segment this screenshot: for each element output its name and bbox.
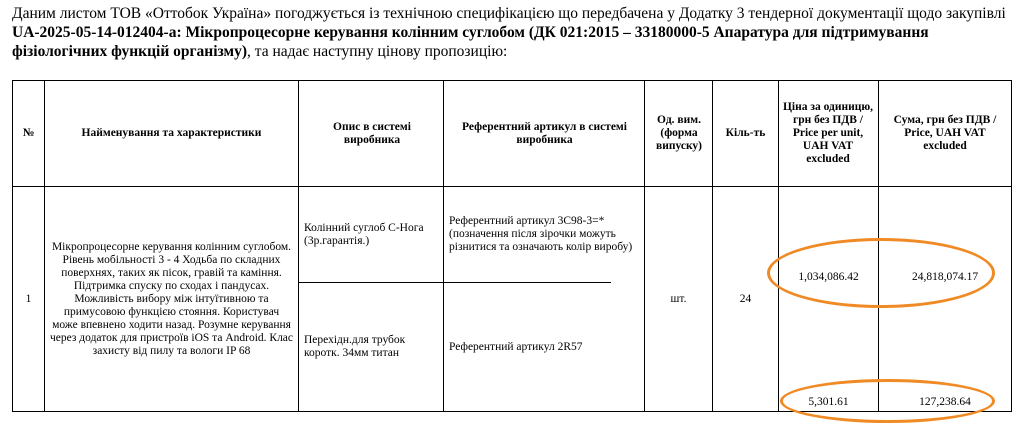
intro-text-end: , та надає наступну цінову пропозицію: — [247, 43, 508, 60]
item-characteristics: Мікропроцесорне керування колінним суглобом. Рівень мобільності 3 - 4 Ходьба по складних поверхнях, таких як пісок, гравій та каміння. Підтримка спуску по сходах і пандусах. Можливість вибору між інтуїтивною та примусовою функцією стояння. Користувач може впевнено ходити назад. Розумне керування через додаток для пристроїв iOS та Android. Клас захисту від пилу та вологи IP 68 — [50, 240, 294, 357]
col-divider-6 — [778, 80, 779, 412]
intro-text-start: Даним листом ТОВ «Оттобок Україна» погоджується із технічною специфікацією що передбачена у Додатку 3 тендерної документації щодо закупівлі — [12, 5, 1006, 22]
item-2-unit-price: 5,301.61 — [808, 395, 849, 408]
item-2-total-price: 127,238.64 — [919, 395, 971, 408]
item-1-reference: Референтний артикул 3С98-3=* (позначення після зірочки можуть різнитися та означають колір виробу) — [449, 215, 633, 253]
header-total-price: Сума, грн без ПДВ / Price, UAH VAT excluded — [893, 114, 997, 152]
item-2-reference: Референтний артикул 2R57 — [449, 340, 583, 353]
row-number: 1 — [25, 292, 32, 305]
price-highlight-ellipse-2 — [780, 379, 995, 423]
intro-paragraph — [12, 4, 1012, 61]
header-quantity: Кіль-ть — [725, 127, 766, 139]
unit-value: шт. — [670, 292, 687, 305]
table-border-right — [1011, 80, 1012, 412]
header-unit-price: Ціна за одиницю, грн без ПДВ / Price per unit, UAH VAT excluded — [782, 101, 874, 165]
item-1-unit-price: 1,034,086.42 — [798, 270, 859, 283]
header-num: № — [22, 127, 35, 139]
header-reference: Референтний артикул в системі виробника — [462, 120, 627, 146]
item-1-total-price: 24,818,074.17 — [911, 270, 979, 283]
header-unit: Од. вим. (форма випуску) — [655, 114, 702, 152]
header-description: Опис в системі виробника — [333, 120, 411, 146]
item-1-description: Колінний суглоб С-Нога (3р.гарантія.) — [304, 221, 424, 247]
item-2-description: Перехідн.для трубок коротк. 34мм титан — [304, 334, 406, 359]
col-divider-2 — [298, 80, 299, 412]
quantity-value: 24 — [739, 292, 752, 305]
header-name: Найменування та характеристики — [81, 127, 262, 139]
price-highlight-ellipse-1 — [767, 238, 995, 308]
col-divider-3 — [443, 80, 444, 412]
intro-procurement-title: UA-2025-05-14-012404-a: Мікропроцесорне керування колінним суглобом (ДК 021:2015 – 33180000-5 Апаратура для підтримування фізіологічних функцій організму) — [12, 24, 929, 60]
